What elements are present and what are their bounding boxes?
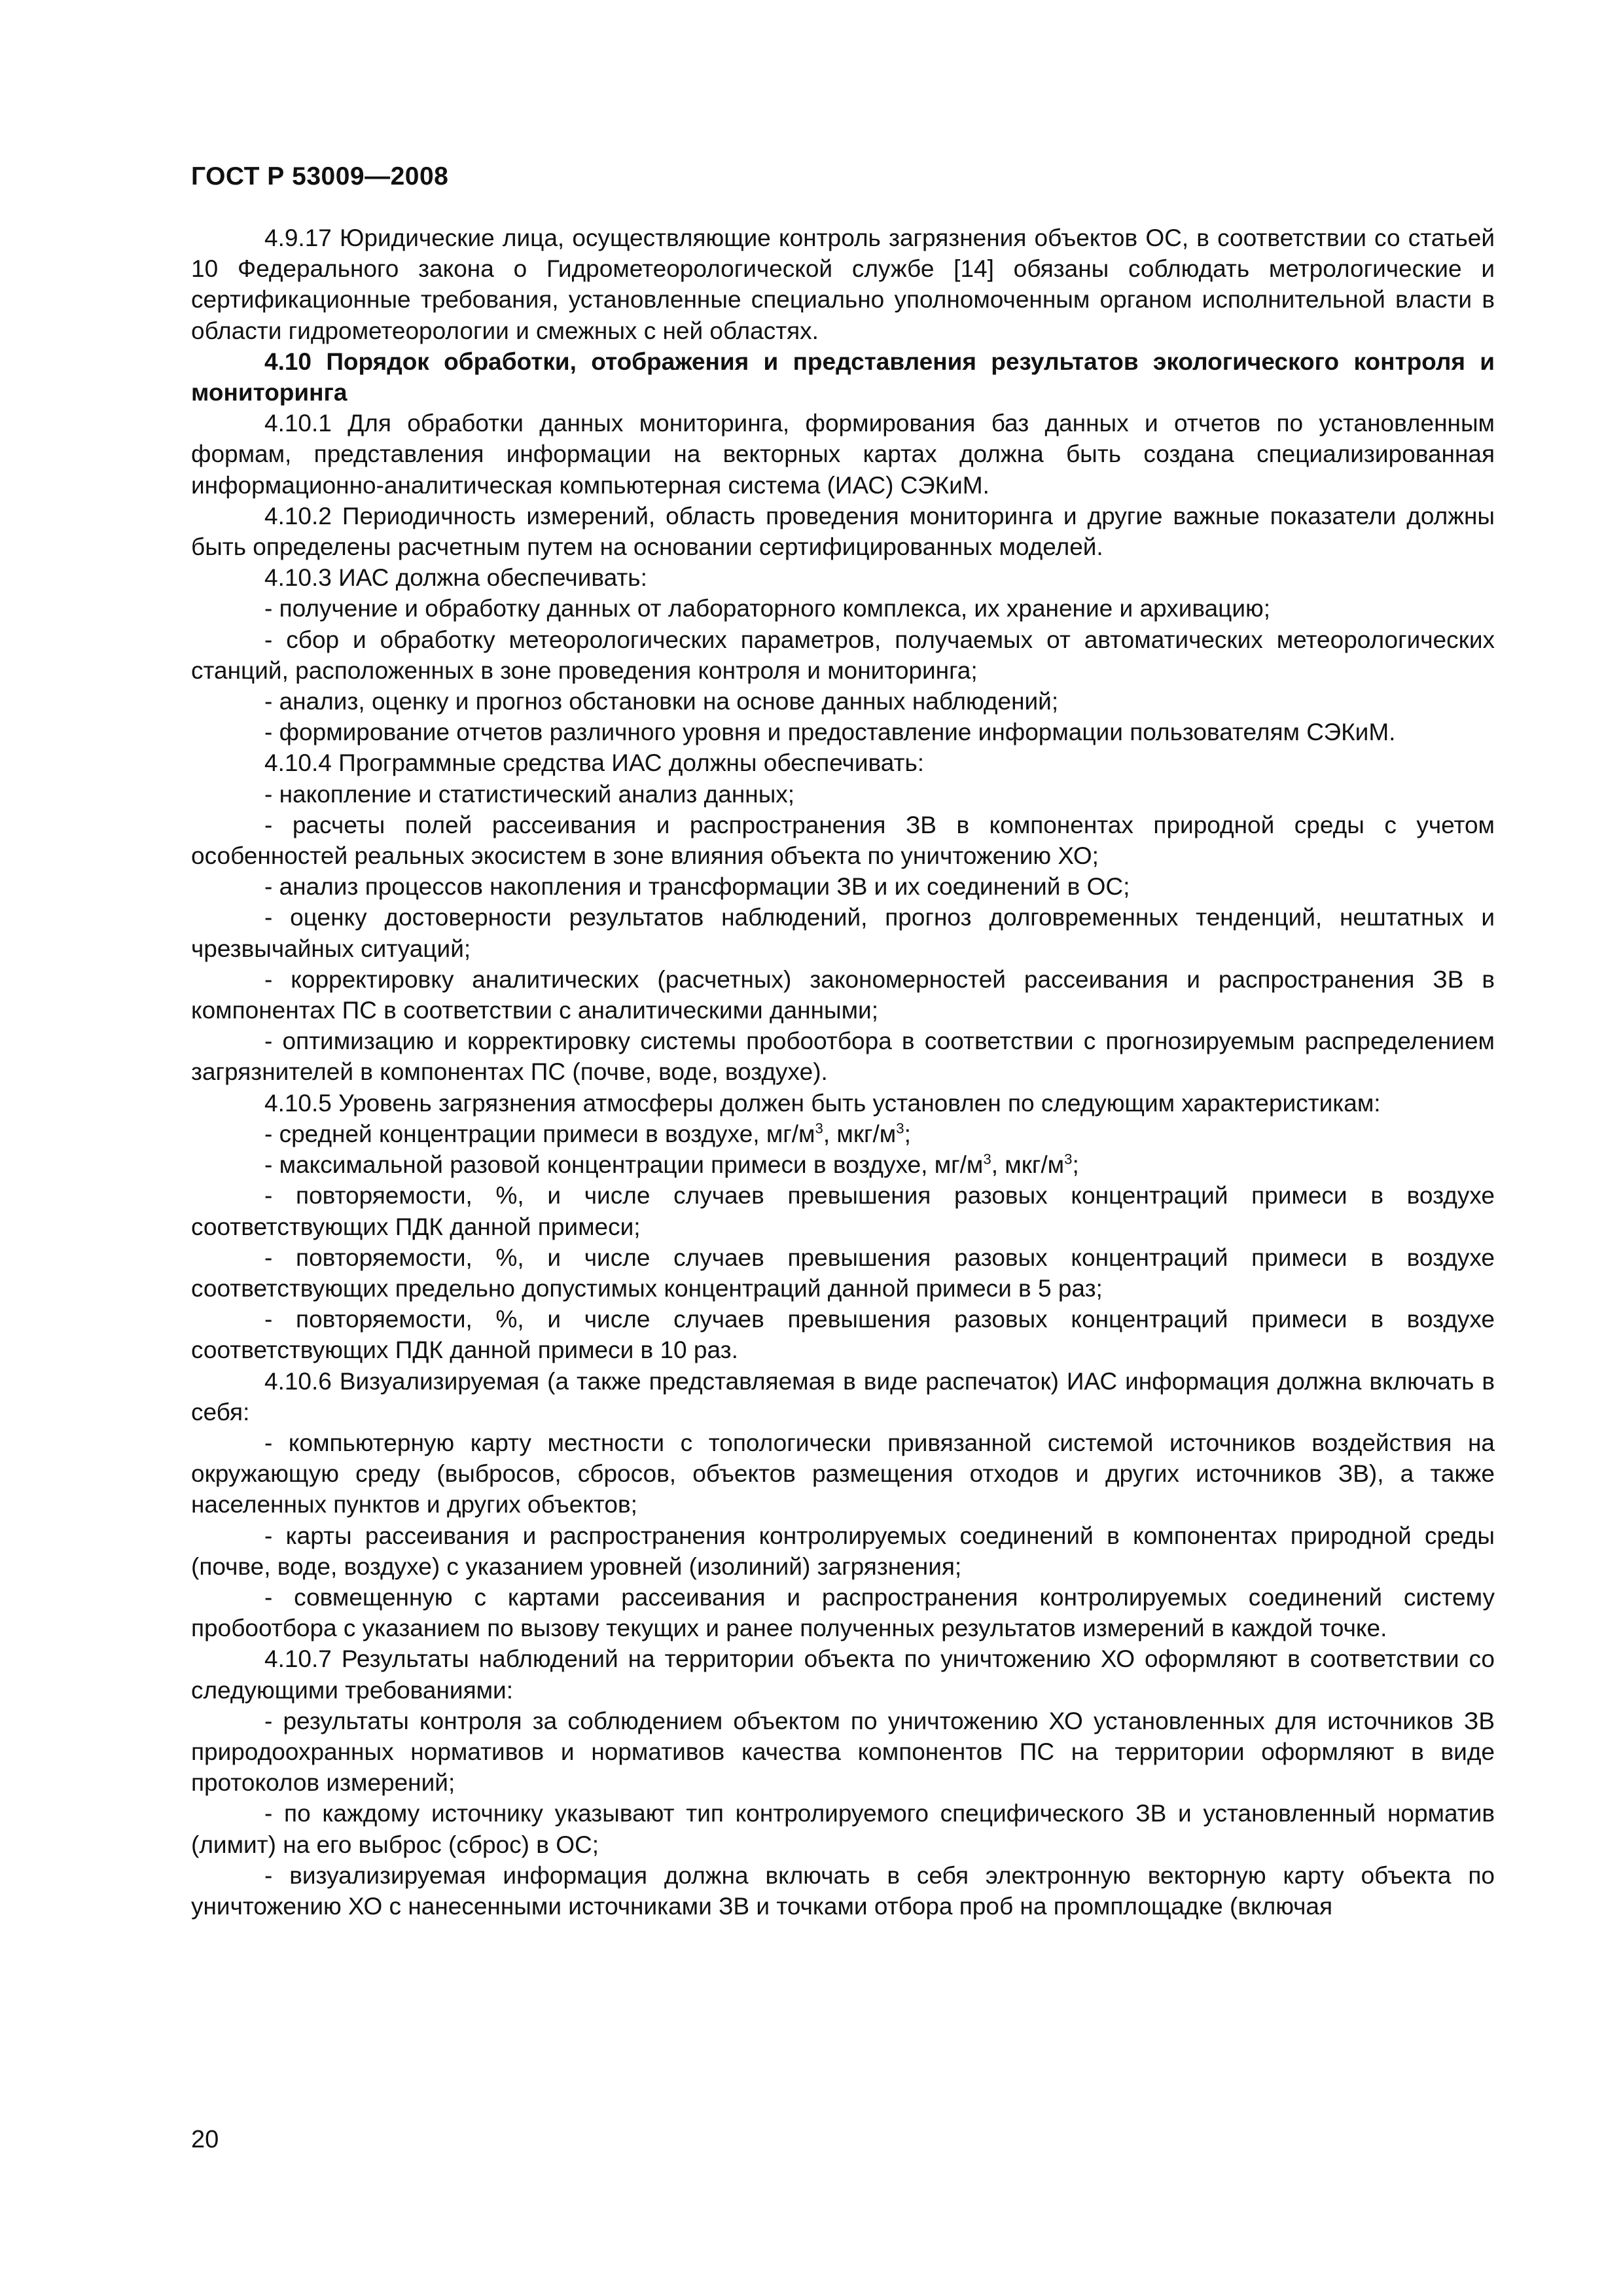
paragraph-4-10-5: 4.10.5 Уровень загрязнения атмосферы должен быть установлен по следующим характеристикам: — [264, 1089, 1381, 1117]
section-heading-4-10: 4.10 Порядок обработки, отображения и представления результатов экологического контроля и мониторинга — [191, 348, 1495, 406]
paragraph-4-10-2: 4.10.2 Периодичность измерений, область проведения мониторинга и другие важные показатели должны быть определены расчетным путем на основании сертифицированных моделей. — [191, 502, 1495, 561]
paragraph-4-10-4: 4.10.4 Программные средства ИАС должны обеспечивать: — [264, 749, 925, 777]
list-item: - повторяемости, %, и числе случаев превышения разовых концентраций примеси в воздухе соответствующих ПДК данной примеси в 10 раз. — [191, 1306, 1495, 1364]
paragraph-4-10-6: 4.10.6 Визуализируемая (а также представляемая в виде распечаток) ИАС информация должна включать в себя: — [191, 1367, 1495, 1426]
list-item: - анализ процессов накопления и трансформации ЗВ и их соединений в ОС; — [264, 873, 1130, 901]
list-item: - карты рассеивания и распространения контролируемых соединений в компонентах природной среды (почве, воде, воздухе) с указанием уровней (изолиний) загрязнения; — [191, 1522, 1495, 1580]
list-item: - визуализируемая информация должна включать в себя электронную векторную карту объекта по уничтожению ХО с нанесенными источниками ЗВ и точками отбора проб на промплощадке (включая — [191, 1861, 1495, 1920]
list-item: - повторяемости, %, и числе случаев превышения разовых концентраций примеси в воздухе соответствующих ПДК данной примеси; — [191, 1182, 1495, 1240]
list-item: - корректировку аналитических (расчетных) закономерностей рассеивания и распространения ЗВ в компонентах ПС в соответствии с аналитическими данными; — [191, 965, 1495, 1024]
document-header: ГОСТ Р 53009—2008 — [191, 162, 449, 190]
list-item: - по каждому источнику указывают тип контролируемого специфического ЗВ и установленный норматив (лимит) на его выброс (сброс) в ОС; — [191, 1800, 1495, 1858]
paragraph-4-10-3: 4.10.3 ИАС должна обеспечивать: — [264, 564, 647, 592]
list-item: - формирование отчетов различного уровня и предоставление информации пользователям СЭКиМ. — [264, 719, 1396, 746]
list-item: - повторяемости, %, и числе случаев превышения разовых концентраций примеси в воздухе соответствующих предельно допустимых концентраций данной примеси в 5 раз; — [191, 1244, 1495, 1302]
list-item: - максимальной разовой концентрации примеси в воздухе, $мг/м^3$, мкг/$м^3$; — [264, 1151, 1079, 1179]
list-item: - получение и обработку данных от лабораторного комплекса, их хранение и архивацию; — [264, 595, 1271, 622]
paragraph-4-10-7: 4.10.7 Результаты наблюдений на территории объекта по уничтожению ХО оформляют в соответствии со следующими требованиями: — [191, 1645, 1495, 1704]
list-item: - накопление и статистический анализ данных; — [264, 780, 795, 808]
list-item: - совмещенную с картами рассеивания и распространения контролируемых соединений систему пробоотбора с указанием по вызову текущих и ранее полученных результатов измерений в каждой точке. — [191, 1583, 1495, 1642]
list-item: - расчеты полей рассеивания и распространения ЗВ в компонентах природной среды с учетом особенностей реальных экосистем в зоне влияния объекта по уничтожению ХО; — [191, 811, 1495, 870]
list-item: - анализ, оценку и прогноз обстановки на основе данных наблюдений; — [264, 688, 1059, 715]
paragraph-4-9-17: 4.9.17 Юридические лица, осуществляющие контроль загрязнения объектов ОС, в соответствии со статьей 10 Федерального закона о Гидрометеорологической службе [14] обязаны соблюдать метрологические и сертификационные требования, установленные специально уполномоченным органом исполнительной власти в области гидрометеорологии и смежных с ней областях. — [191, 224, 1495, 344]
list-item: - сбор и обработку метеорологических параметров, получаемых от автоматических метеорологических станций, расположенных в зоне проведения контроля и мониторинга; — [191, 626, 1495, 684]
list-item: - средней концентрации примеси в воздухе, $мг/м^3$, мкг/$м^3$; — [264, 1120, 911, 1147]
page-number: 20 — [191, 2126, 219, 2153]
list-item: - компьютерную карту местности с топологически привязанной системой источников воздействия на окружающую среду (выбросов, сбросов, объектов размещения отходов и других источников ЗВ), а также населенных пунктов и других объектов; — [191, 1429, 1495, 1518]
document-body — [191, 223, 1495, 1922]
list-item: - оценку достоверности результатов наблюдений, прогноз долговременных тенденций, нештатных и чрезвычайных ситуаций; — [191, 904, 1495, 962]
list-item: - результаты контроля за соблюдением объектом по уничтожению ХО установленных для источников ЗВ природоохранных нормативов и нормативов качества компонентов ПС на территории оформляют в виде протоколов измерений; — [191, 1707, 1495, 1797]
list-item: - оптимизацию и корректировку системы пробоотбора в соответствии с прогнозируемым распределением загрязнителей в компонентах ПС (почве, воде, воздухе). — [191, 1028, 1495, 1086]
paragraph-4-10-1: 4.10.1 Для обработки данных мониторинга, формирования баз данных и отчетов по установленным формам, представления информации на векторных картах должна быть создана специализированная информационно-аналитическая компьютерная система (ИАС) СЭКиМ. — [191, 410, 1495, 499]
